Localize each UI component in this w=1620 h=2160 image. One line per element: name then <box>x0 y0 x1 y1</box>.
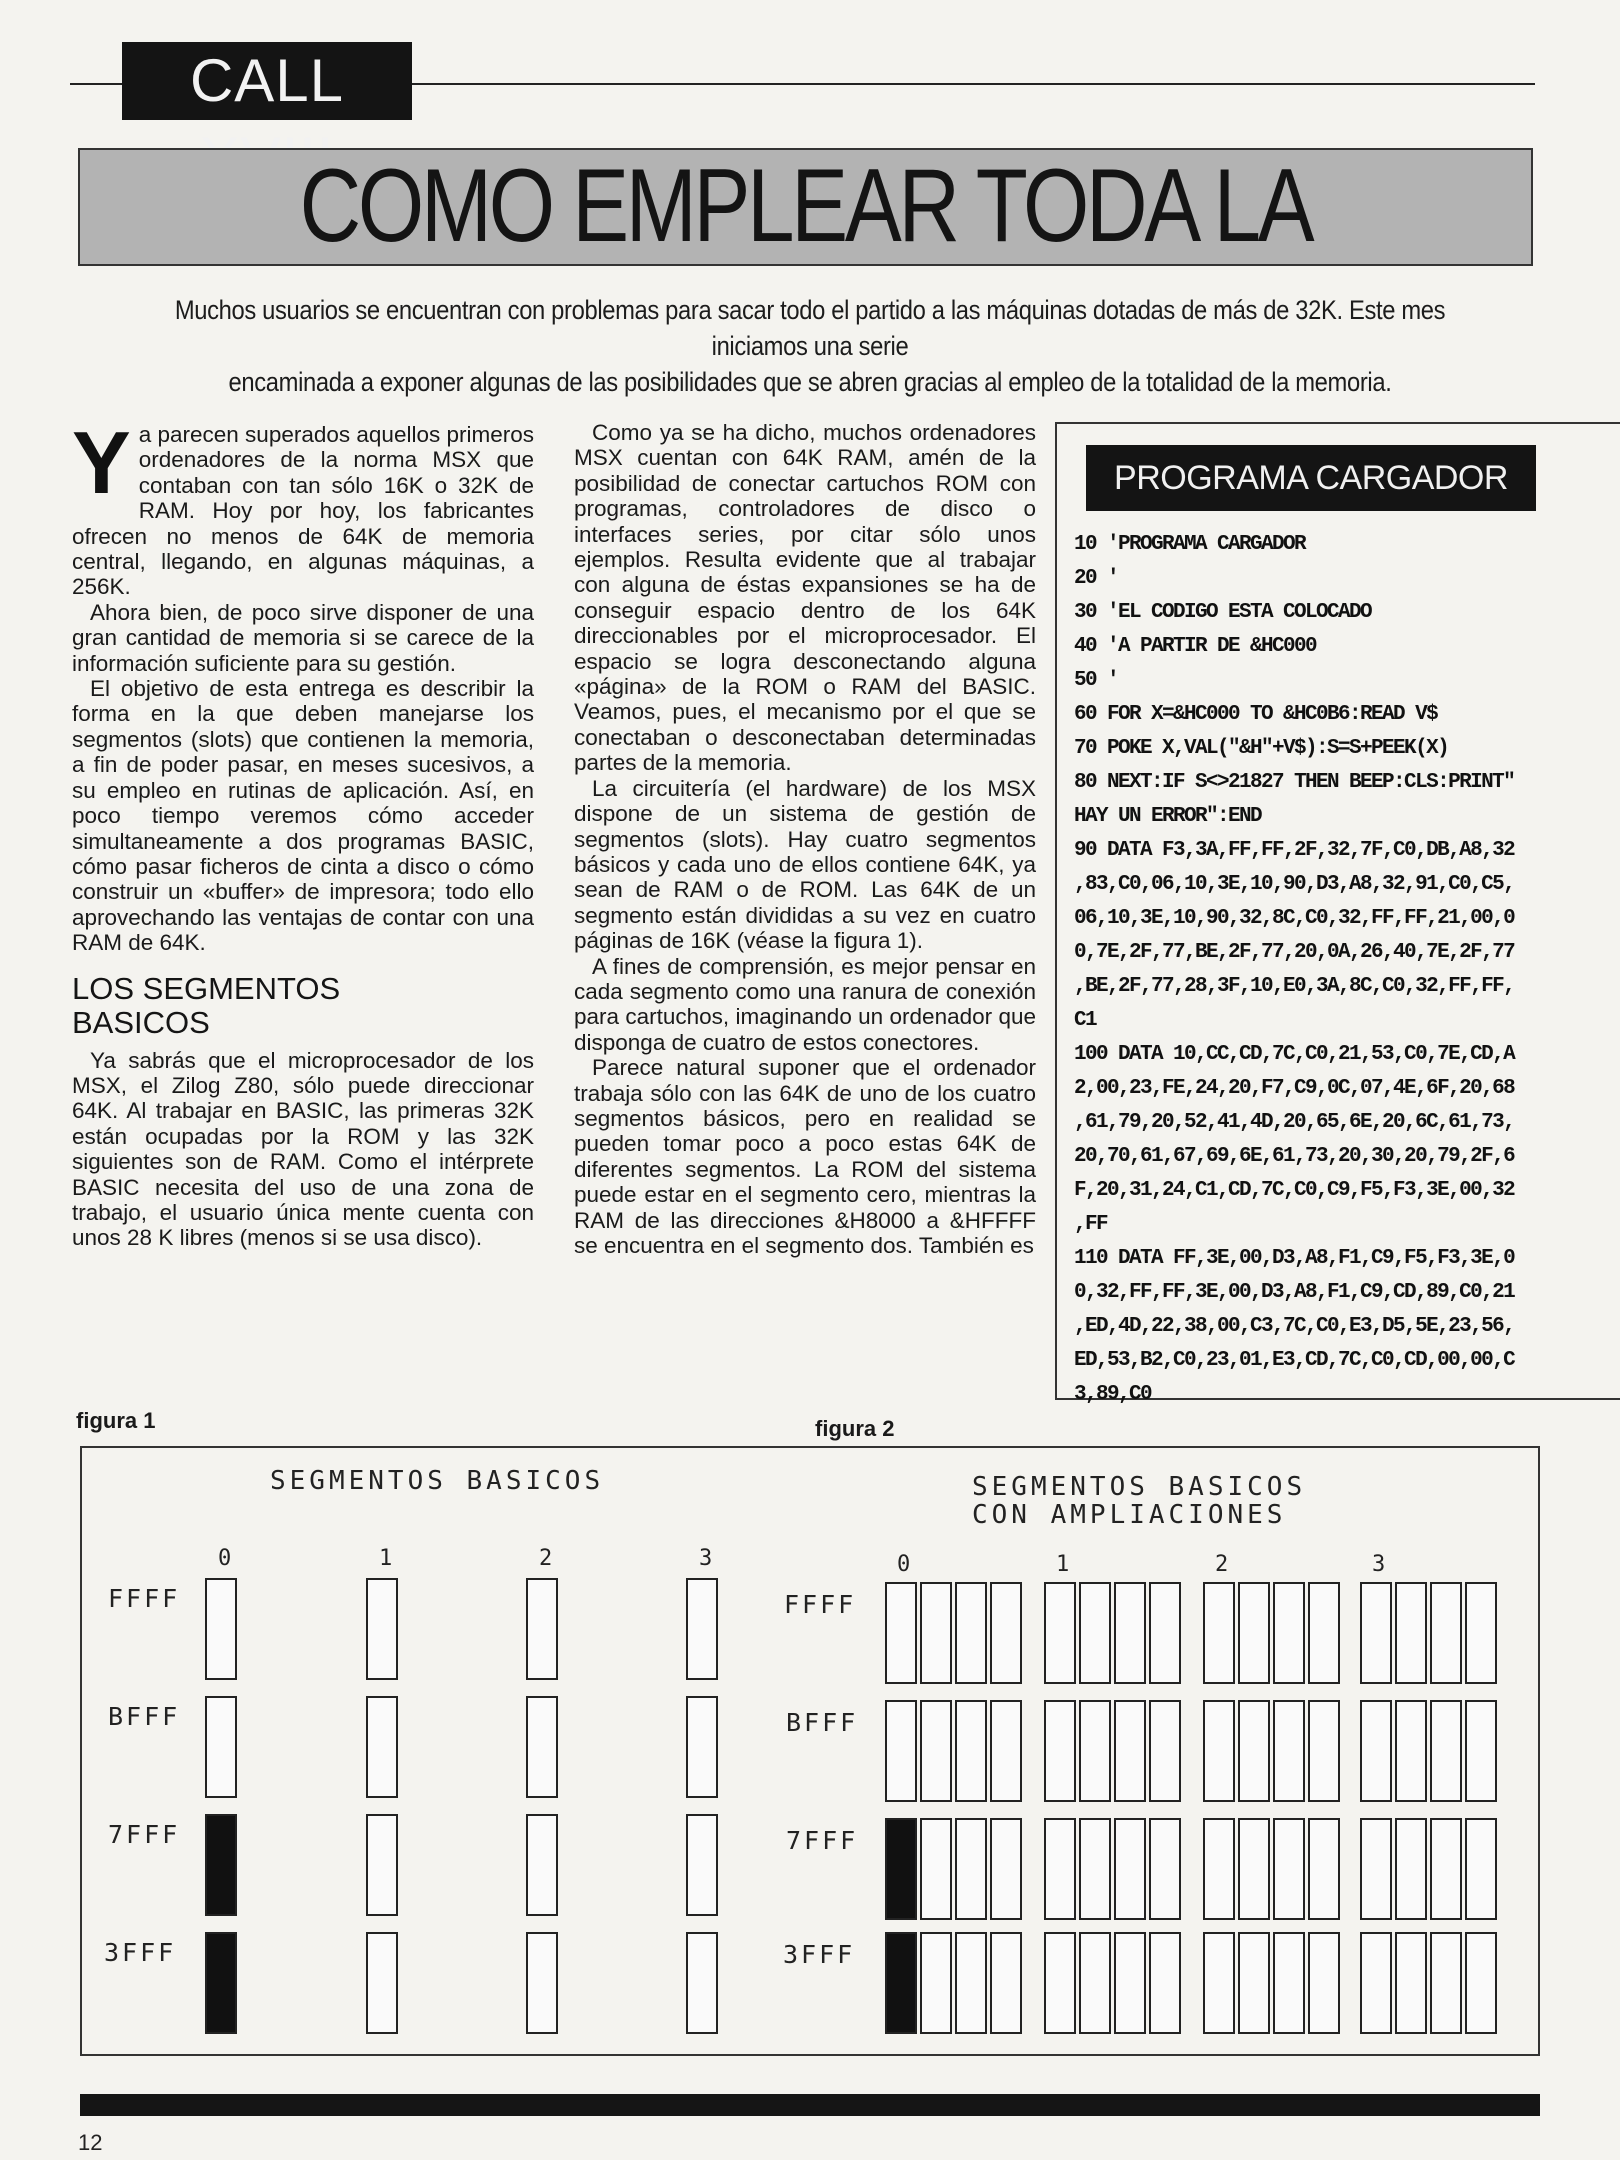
paragraph: La circuitería (el hardware) de los MSX dispone de un sistema de gestión de segmentos (slots). Hay cuatro segmentos básicos y cada uno de ellos contiene 64K, ya sean de RAM o de ROM. Las 64K de un segmento están divididas a su vez en cuatro páginas de 16K (véase la figura 1). <box>574 775 1036 954</box>
figure-2-label: figura 2 <box>815 1416 895 1441</box>
figure-2-title-line-1: SEGMENTOS BASICOS <box>972 1472 1307 1502</box>
figure-2-memory-page <box>1430 1700 1462 1802</box>
figure-1-memory-page <box>686 1932 718 2034</box>
code-line: ,BE,2F,77,28,3F,10,E0,3A,8C,C0,32,FF,FF, <box>1074 975 1515 998</box>
figure-1-address-label: FFFF <box>108 1584 181 1613</box>
figure-1-slot-number: 3 <box>699 1546 713 1571</box>
article-column-2 <box>574 420 1036 1258</box>
figure-2-memory-page <box>1273 1700 1305 1802</box>
figure-2-slot-number: 3 <box>1372 1552 1386 1577</box>
figure-2-memory-page <box>990 1582 1022 1684</box>
figure-1-memory-page <box>366 1696 398 1798</box>
code-line: 20 ' <box>1074 567 1119 590</box>
figure-2-memory-page <box>1079 1818 1111 1920</box>
figure-2-memory-page <box>1395 1932 1427 2034</box>
figure-2-memory-page <box>1360 1932 1392 2034</box>
figure-2-memory-page <box>1465 1700 1497 1802</box>
code-line: 30 'EL CODIGO ESTA COLOCADO <box>1074 601 1372 624</box>
figure-1-slot-number: 1 <box>379 1546 393 1571</box>
figure-2-memory-page <box>920 1818 952 1920</box>
figure-1-memory-page <box>686 1578 718 1680</box>
figure-2-memory-page <box>1308 1582 1340 1684</box>
figure-2-memory-page <box>1360 1582 1392 1684</box>
footer-bar <box>80 2094 1540 2116</box>
program-listing-code <box>1074 528 1599 1412</box>
title-banner <box>78 148 1533 266</box>
code-line: 2,00,23,FE,24,20,F7,C9,0C,07,4E,6F,20,68 <box>1074 1077 1515 1100</box>
code-line: 10 'PROGRAMA CARGADOR <box>1074 533 1306 556</box>
code-line: ,FF <box>1074 1213 1108 1236</box>
section-tag: CALL <box>122 42 412 120</box>
page-number: 12 <box>78 2130 103 2155</box>
figure-1-memory-page <box>205 1578 237 1680</box>
figure-2-address-label: 7FFF <box>786 1826 859 1855</box>
article-title: COMO EMPLEAR TODA LA <box>299 148 1312 264</box>
figure-2-memory-page <box>1079 1582 1111 1684</box>
figure-2-memory-page <box>1430 1582 1462 1684</box>
figure-2-memory-page <box>1273 1932 1305 2034</box>
code-line: ED,53,B2,C0,23,01,E3,CD,7C,C0,CD,00,00,C <box>1074 1349 1515 1372</box>
code-line: ,ED,4D,22,38,00,C3,7C,C0,E3,D5,5E,23,56, <box>1074 1315 1515 1338</box>
section-heading-line-2: BASICOS <box>72 1004 210 1040</box>
code-line: C1 <box>1074 1009 1097 1032</box>
figure-2-memory-page <box>1465 1582 1497 1684</box>
figure-2-memory-page <box>1203 1818 1235 1920</box>
figure-2-memory-page <box>1238 1700 1270 1802</box>
paragraph-text: a parecen superados aquellos primeros ordenadores de la norma MSX que contaban con tan sólo 16K o 32K de RAM. Hoy por hoy, los fabricantes ofrecen no menos de 64K de memoria central, llegando, en algunas máquinas, a 256K. <box>72 422 534 600</box>
figure-2-memory-page <box>1360 1700 1392 1802</box>
figure-2-memory-page <box>1238 1582 1270 1684</box>
figure-1-memory-page <box>205 1932 237 2034</box>
figure-2-address-label: BFFF <box>786 1708 859 1737</box>
figure-2-memory-page <box>1044 1700 1076 1802</box>
code-line: 06,10,3E,10,90,32,8C,C0,32,FF,FF,21,00,0 <box>1074 907 1515 930</box>
figure-2-memory-page <box>1238 1818 1270 1920</box>
paragraph: Como ya se ha dicho, muchos ordenadores MSX cuentan con 64K RAM, amén de la posibilidad de conectar cartuchos ROM con programas, controladores de disco o interfaces series, por citar sólo unos ejemplos. Resulta evidente que al trabajar con alguna de éstas expansiones se ha de conseguir espacio dentro de los 64K direccionables por el microprocesador. El espacio se logra desconectando alguna «página» de la ROM o RAM del BASIC. Veamos, pues, el mecanismo por el que se conectaban o desconectaban determinadas partes de la memoria. <box>574 420 1036 776</box>
figure-2-memory-page <box>1395 1700 1427 1802</box>
figure-2-memory-page <box>1273 1818 1305 1920</box>
code-line: ,61,79,20,52,41,4D,20,65,6E,20,6C,61,73, <box>1074 1111 1515 1134</box>
figure-1-memory-page <box>366 1932 398 2034</box>
code-line: 40 'A PARTIR DE &HC000 <box>1074 635 1317 658</box>
figure-2-memory-page <box>1360 1818 1392 1920</box>
figure-1-memory-page <box>686 1814 718 1916</box>
section-heading <box>72 972 534 1040</box>
figure-2-memory-page <box>885 1582 917 1684</box>
paragraph: Ya sabrás que el microprocesador de los MSX, el Zilog Z80, sólo puede direccionar 64K. Al trabajar en BASIC, las primeras 32K están ocupadas por la ROM y las 32K siguientes son de RAM. Como el intérprete BASIC necesita del uso de una zona de trabajo, el usuario única mente cuenta con unos 28 K libres (menos si se usa disco). <box>72 1047 534 1251</box>
figure-2-memory-page <box>1149 1582 1181 1684</box>
figure-2-memory-page <box>1308 1818 1340 1920</box>
figure-1-title: SEGMENTOS BASICOS <box>270 1466 605 1496</box>
figure-1-memory-page <box>205 1814 237 1916</box>
code-line: 80 NEXT:IF S<>21827 THEN BEEP:CLS:PRINT" <box>1074 771 1515 794</box>
figure-2-memory-page <box>1308 1932 1340 2034</box>
figure-2-memory-page <box>955 1818 987 1920</box>
figure-2-memory-page <box>1114 1818 1146 1920</box>
figure-2-address-label: FFFF <box>784 1590 857 1619</box>
figure-2-memory-page <box>955 1582 987 1684</box>
figure-2-memory-page <box>885 1818 917 1920</box>
figure-1-memory-page <box>366 1814 398 1916</box>
figure-1-slot-number: 2 <box>539 1546 553 1571</box>
figure-1-address-label: BFFF <box>108 1702 181 1731</box>
figure-2-memory-page <box>955 1932 987 2034</box>
code-line: 70 POKE X,VAL("&H"+V$):S=S+PEEK(X) <box>1074 737 1449 760</box>
figure-2-memory-page <box>1044 1818 1076 1920</box>
figure-2-memory-page <box>1114 1582 1146 1684</box>
code-line: ,83,C0,06,10,3E,10,90,D3,A8,32,91,C0,C5, <box>1074 873 1515 896</box>
code-line: 0,7E,2F,77,BE,2F,77,20,0A,26,40,7E,2F,77 <box>1074 941 1515 964</box>
figure-2-memory-page <box>920 1700 952 1802</box>
figure-2-slot-number: 0 <box>897 1552 911 1577</box>
figure-1-label: figura 1 <box>76 1408 156 1433</box>
figure-2-memory-page <box>1273 1582 1305 1684</box>
figure-2-memory-page <box>1395 1818 1427 1920</box>
figure-2-memory-page <box>1149 1700 1181 1802</box>
paragraph: A fines de comprensión, es mejor pensar en cada segmento como una ranura de conexión para cartuchos, imaginando un ordenador que disponga de cuatro de estos conectores. <box>574 953 1036 1055</box>
figure-1-memory-page <box>526 1696 558 1798</box>
figure-2-memory-page <box>1149 1818 1181 1920</box>
figure-1-address-label: 7FFF <box>108 1820 181 1849</box>
code-line: 60 FOR X=&HC000 TO &HC0B6:READ V$ <box>1074 703 1438 726</box>
code-line: 90 DATA F3,3A,FF,FF,2F,32,7F,C0,DB,A8,32 <box>1074 839 1515 862</box>
article-column-1 <box>72 413 534 1251</box>
article-subtitle <box>168 292 1453 400</box>
paragraph: El objetivo de esta entrega es describir la forma en la que deben manejarse los segmentos (slots) que contienen la memoria, a fin de poder pasar, en meses sucesivos, a su empleo en rutinas de aplicación. Así, en poco tiempo veremos cómo acceder simultaneamente a dos programas BASIC, cómo pasar ficheros de cinta a disco o cómo construir un «buffer» de impresora; todo ello aprovechando las ventajas de contar con una RAM de 64K. <box>72 676 534 956</box>
code-line: 100 DATA 10,CC,CD,7C,C0,21,53,C0,7E,CD,A <box>1074 1043 1515 1066</box>
figure-2-memory-page <box>1203 1700 1235 1802</box>
code-line: 20,70,61,67,69,6E,61,73,20,30,20,79,2F,6 <box>1074 1145 1515 1168</box>
figure-2-title-line-2: CON AMPLIACIONES <box>972 1500 1287 1530</box>
figure-1-memory-page <box>526 1578 558 1680</box>
figure-2-address-label: 3FFF <box>783 1940 856 1969</box>
figure-2-slot-number: 2 <box>1215 1552 1229 1577</box>
subtitle-line-1: Muchos usuarios se encuentran con problemas para sacar todo el partido a las máquinas dotadas de más de 32K. Este mes iniciamos una serie <box>174 295 1446 361</box>
figure-2-memory-page <box>990 1932 1022 2034</box>
figure-2-memory-page <box>885 1932 917 2034</box>
code-line: 50 ' <box>1074 669 1119 692</box>
figure-2-memory-page <box>920 1932 952 2034</box>
figure-2-memory-page <box>1044 1582 1076 1684</box>
section-heading-line-1: LOS SEGMENTOS <box>72 970 341 1006</box>
code-line: 0,32,FF,FF,3E,00,D3,A8,F1,C9,CD,89,C0,21 <box>1074 1281 1515 1304</box>
figure-2-memory-page <box>1430 1932 1462 2034</box>
figure-1-memory-page <box>686 1696 718 1798</box>
figure-2-memory-page <box>990 1700 1022 1802</box>
figure-2-memory-page <box>1114 1932 1146 2034</box>
figure-2-memory-page <box>1079 1932 1111 2034</box>
figure-2-memory-page <box>1308 1700 1340 1802</box>
paragraph: Parece natural suponer que el ordenador trabaja sólo con las 64K de uno de los cuatro segmentos básicos, pero en realidad se pueden tomar poco a poco estas 64K de diferentes segmentos. La ROM del sistema puede estar en el segmento cero, mientras la RAM de las direcciones &H8000 a &HFFFF se encuentra en el segmento dos. También es <box>574 1055 1036 1258</box>
drop-cap: Y <box>72 413 131 512</box>
figure-1-memory-page <box>526 1814 558 1916</box>
figure-2-memory-page <box>1114 1700 1146 1802</box>
figure-1-address-label: 3FFF <box>104 1938 177 1967</box>
figure-2-memory-page <box>955 1700 987 1802</box>
figure-2-memory-page <box>1079 1700 1111 1802</box>
figure-2-memory-page <box>1203 1932 1235 2034</box>
paragraph: Ahora bien, de poco sirve disponer de una gran cantidad de memoria si se carece de la información suficiente para su gestión. <box>72 599 534 676</box>
figure-2-memory-page <box>1430 1818 1462 1920</box>
figure-1-memory-page <box>205 1696 237 1798</box>
figure-2-memory-page <box>1149 1932 1181 2034</box>
figure-2-memory-page <box>920 1582 952 1684</box>
figure-2-memory-page <box>1465 1818 1497 1920</box>
code-line: F,20,31,24,C1,CD,7C,C0,C9,F5,F3,3E,00,32 <box>1074 1179 1515 1202</box>
figure-2-memory-page <box>885 1700 917 1802</box>
figure-2-memory-page <box>1238 1932 1270 2034</box>
figure-2-memory-page <box>1465 1932 1497 2034</box>
subtitle-line-2: encaminada a exponer algunas de las posibilidades que se abren gracias al empleo de la totalidad de la memoria. <box>228 367 1392 397</box>
program-listing-title: PROGRAMA CARGADOR <box>1086 445 1536 511</box>
figure-1-memory-page <box>526 1932 558 2034</box>
paragraph <box>72 413 534 600</box>
figure-1-slot-number: 0 <box>218 1546 232 1571</box>
figure-1-memory-page <box>366 1578 398 1680</box>
figure-2-memory-page <box>1395 1582 1427 1684</box>
code-line: 3,89,C0 <box>1074 1383 1152 1406</box>
code-line: HAY UN ERROR":END <box>1074 805 1262 828</box>
code-line: 110 DATA FF,3E,00,D3,A8,F1,C9,F5,F3,3E,0 <box>1074 1247 1515 1270</box>
figure-2-memory-page <box>990 1818 1022 1920</box>
figure-2-memory-page <box>1044 1932 1076 2034</box>
figure-2-memory-page <box>1203 1582 1235 1684</box>
figure-2-slot-number: 1 <box>1056 1552 1070 1577</box>
